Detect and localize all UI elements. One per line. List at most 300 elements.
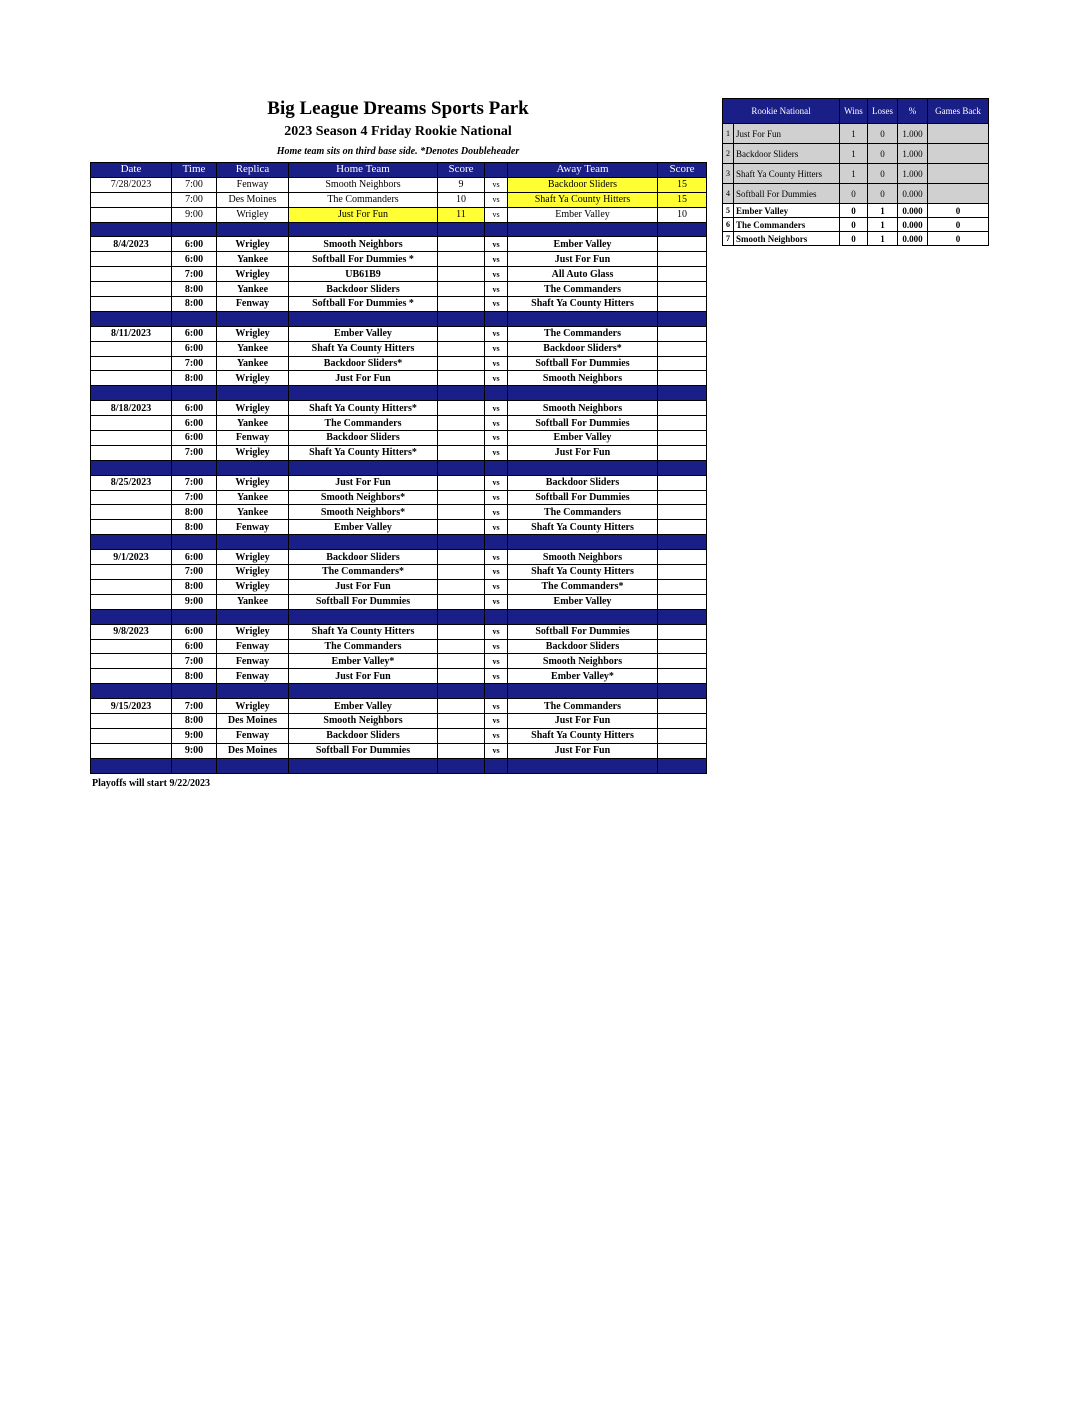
game-field: Fenway: [217, 520, 289, 535]
separator-cell: [217, 758, 289, 773]
game-date: [91, 654, 172, 669]
home-score: 11: [438, 207, 485, 222]
separator-cell: [172, 609, 217, 624]
separator-cell: [438, 535, 485, 550]
separator-cell: [172, 535, 217, 550]
schedule-note: Home team sits on third base side. *Denotes Doubleheader: [276, 146, 520, 157]
home-team: Shaft Ya County Hitters: [289, 624, 438, 639]
separator-cell: [172, 311, 217, 326]
vs-label: vs: [485, 297, 508, 312]
home-score: [438, 416, 485, 431]
vs-label: vs: [485, 475, 508, 490]
home-team: Just For Fun: [289, 475, 438, 490]
col-home-team: Home Team: [289, 163, 438, 178]
home-score: [438, 475, 485, 490]
schedule-header-row: [91, 163, 707, 178]
vs-label: vs: [485, 699, 508, 714]
vs-label: vs: [485, 713, 508, 728]
game-date: [91, 490, 172, 505]
away-score: [658, 639, 707, 654]
away-score: [658, 505, 707, 520]
home-score: [438, 371, 485, 386]
vs-label: vs: [485, 520, 508, 535]
game-date: [91, 192, 172, 207]
away-score: [658, 282, 707, 297]
standings-team: Ember Valley: [734, 204, 840, 218]
game-field: Wrigley: [217, 565, 289, 580]
game-field: Yankee: [217, 416, 289, 431]
home-score: [438, 743, 485, 758]
game-field: Wrigley: [217, 326, 289, 341]
standings-rank: 4: [723, 184, 734, 204]
away-score: [658, 490, 707, 505]
game-date: 8/18/2023: [91, 401, 172, 416]
game-date: [91, 282, 172, 297]
game-time: 7:00: [172, 177, 217, 192]
separator-cell: [289, 460, 438, 475]
game-row: [91, 177, 707, 192]
game-field: Wrigley: [217, 699, 289, 714]
away-team: Shaft Ya County Hitters: [508, 520, 658, 535]
away-team: Softball For Dummies: [508, 490, 658, 505]
away-score: [658, 713, 707, 728]
game-row: [91, 431, 707, 446]
vs-label: vs: [485, 237, 508, 252]
separator-cell: [508, 386, 658, 401]
game-row: [91, 654, 707, 669]
game-row: [91, 416, 707, 431]
away-team: Just For Fun: [508, 743, 658, 758]
away-score: [658, 550, 707, 565]
col-date: Date: [91, 163, 172, 178]
separator-cell: [91, 758, 172, 773]
away-score: [658, 252, 707, 267]
game-time: 8:00: [172, 282, 217, 297]
week-separator: [91, 460, 707, 475]
separator-cell: [289, 684, 438, 699]
game-date: [91, 431, 172, 446]
away-team: Backdoor Sliders: [508, 475, 658, 490]
vs-label: vs: [485, 177, 508, 192]
game-row: [91, 565, 707, 580]
home-team: Ember Valley: [289, 520, 438, 535]
game-time: 6:00: [172, 341, 217, 356]
separator-cell: [508, 609, 658, 624]
standings-header-row: [723, 99, 989, 124]
game-row: [91, 282, 707, 297]
standings-rank: 3: [723, 164, 734, 184]
separator-cell: [485, 460, 508, 475]
home-score: [438, 639, 485, 654]
game-row: [91, 445, 707, 460]
game-date: 8/25/2023: [91, 475, 172, 490]
game-field: Yankee: [217, 252, 289, 267]
game-time: 8:00: [172, 520, 217, 535]
game-time: 6:00: [172, 237, 217, 252]
game-time: 7:00: [172, 565, 217, 580]
separator-cell: [508, 311, 658, 326]
game-time: 7:00: [172, 490, 217, 505]
standings-rank: 6: [723, 218, 734, 232]
standings-games-back: 0: [928, 232, 989, 246]
week-separator: [91, 684, 707, 699]
standings-pct: 0.000: [898, 204, 928, 218]
away-team: Just For Fun: [508, 713, 658, 728]
week-separator: [91, 609, 707, 624]
week-separator: [91, 758, 707, 773]
game-field: Des Moines: [217, 192, 289, 207]
standings-wins: 0: [840, 218, 868, 232]
game-field: Fenway: [217, 728, 289, 743]
away-score: 15: [658, 177, 707, 192]
separator-cell: [289, 758, 438, 773]
away-team: Ember Valley: [508, 237, 658, 252]
vs-label: vs: [485, 401, 508, 416]
away-score: [658, 297, 707, 312]
game-time: 6:00: [172, 624, 217, 639]
separator-cell: [289, 311, 438, 326]
game-row: [91, 356, 707, 371]
home-team: Backdoor Sliders: [289, 431, 438, 446]
standings-games-back: [928, 184, 989, 204]
game-date: [91, 565, 172, 580]
vs-label: vs: [485, 267, 508, 282]
home-score: 9: [438, 177, 485, 192]
home-score: 10: [438, 192, 485, 207]
standings-games-back: 0: [928, 218, 989, 232]
game-date: [91, 579, 172, 594]
home-team: Backdoor Sliders: [289, 550, 438, 565]
game-field: Wrigley: [217, 207, 289, 222]
home-score: [438, 505, 485, 520]
separator-cell: [438, 609, 485, 624]
separator-cell: [91, 222, 172, 237]
home-team: Backdoor Sliders: [289, 282, 438, 297]
home-team: The Commanders: [289, 192, 438, 207]
home-score: [438, 356, 485, 371]
standings-pct: 0.000: [898, 232, 928, 246]
standings-row: [723, 144, 989, 164]
vs-label: vs: [485, 490, 508, 505]
game-row: [91, 371, 707, 386]
standings-wins: 1: [840, 164, 868, 184]
col-replica: Replica: [217, 163, 289, 178]
game-field: Fenway: [217, 177, 289, 192]
game-date: 8/11/2023: [91, 326, 172, 341]
home-score: [438, 297, 485, 312]
separator-cell: [658, 386, 707, 401]
standings-team: Backdoor Sliders: [734, 144, 840, 164]
away-score: [658, 416, 707, 431]
home-score: [438, 341, 485, 356]
schedule-table: [90, 162, 707, 774]
vs-label: vs: [485, 550, 508, 565]
standings-col-loses: Loses: [868, 99, 898, 124]
home-team: Shaft Ya County Hitters*: [289, 445, 438, 460]
game-row: [91, 297, 707, 312]
game-time: 7:00: [172, 445, 217, 460]
home-team: Softball For Dummies *: [289, 252, 438, 267]
home-team: Backdoor Sliders*: [289, 356, 438, 371]
away-score: [658, 624, 707, 639]
game-time: 7:00: [172, 267, 217, 282]
vs-label: vs: [485, 371, 508, 386]
away-team: Just For Fun: [508, 252, 658, 267]
separator-cell: [289, 535, 438, 550]
separator-cell: [217, 535, 289, 550]
game-row: [91, 550, 707, 565]
game-date: 8/4/2023: [91, 237, 172, 252]
away-score: [658, 699, 707, 714]
home-team: Just For Fun: [289, 207, 438, 222]
vs-label: vs: [485, 326, 508, 341]
standings-pct: 1.000: [898, 144, 928, 164]
away-team: The Commanders: [508, 505, 658, 520]
separator-cell: [485, 222, 508, 237]
away-team: Smooth Neighbors: [508, 401, 658, 416]
home-team: Shaft Ya County Hitters: [289, 341, 438, 356]
vs-label: vs: [485, 728, 508, 743]
vs-label: vs: [485, 505, 508, 520]
away-team: Softball For Dummies: [508, 356, 658, 371]
separator-cell: [217, 386, 289, 401]
game-row: [91, 237, 707, 252]
away-team: Smooth Neighbors: [508, 550, 658, 565]
vs-label: vs: [485, 341, 508, 356]
game-row: [91, 401, 707, 416]
away-score: [658, 237, 707, 252]
game-date: [91, 713, 172, 728]
separator-cell: [217, 222, 289, 237]
separator-cell: [438, 460, 485, 475]
separator-cell: [91, 684, 172, 699]
standings-games-back: 0: [928, 204, 989, 218]
away-team: All Auto Glass: [508, 267, 658, 282]
standings-rank: 7: [723, 232, 734, 246]
home-score: [438, 579, 485, 594]
home-score: [438, 565, 485, 580]
game-field: Yankee: [217, 356, 289, 371]
vs-label: vs: [485, 654, 508, 669]
playoffs-note: Playoffs will start 9/22/2023: [92, 778, 211, 789]
home-score: [438, 490, 485, 505]
game-field: Fenway: [217, 297, 289, 312]
page-title: Big League Dreams Sports Park: [267, 98, 529, 119]
game-time: 6:00: [172, 431, 217, 446]
game-row: [91, 520, 707, 535]
game-date: 9/15/2023: [91, 699, 172, 714]
game-row: [91, 192, 707, 207]
standings-rank: 5: [723, 204, 734, 218]
standings-wins: 0: [840, 184, 868, 204]
game-field: Wrigley: [217, 550, 289, 565]
away-team: Smooth Neighbors: [508, 654, 658, 669]
away-score: [658, 445, 707, 460]
separator-cell: [508, 684, 658, 699]
game-field: Wrigley: [217, 237, 289, 252]
standings-col-division: Rookie National: [723, 99, 840, 124]
game-date: [91, 728, 172, 743]
separator-cell: [91, 609, 172, 624]
away-team: Softball For Dummies: [508, 416, 658, 431]
home-team: Smooth Neighbors*: [289, 490, 438, 505]
separator-cell: [485, 609, 508, 624]
away-score: 10: [658, 207, 707, 222]
separator-cell: [438, 758, 485, 773]
game-date: 9/8/2023: [91, 624, 172, 639]
game-row: [91, 728, 707, 743]
separator-cell: [438, 311, 485, 326]
home-score: [438, 713, 485, 728]
away-team: Ember Valley: [508, 594, 658, 609]
away-score: [658, 371, 707, 386]
away-score: [658, 579, 707, 594]
home-team: Smooth Neighbors: [289, 237, 438, 252]
separator-cell: [289, 222, 438, 237]
game-time: 8:00: [172, 713, 217, 728]
separator-cell: [485, 535, 508, 550]
away-team: The Commanders: [508, 282, 658, 297]
separator-cell: [91, 460, 172, 475]
home-score: [438, 401, 485, 416]
standings-games-back: [928, 164, 989, 184]
game-time: 7:00: [172, 475, 217, 490]
separator-cell: [172, 222, 217, 237]
home-score: [438, 669, 485, 684]
game-time: 9:00: [172, 743, 217, 758]
standings-pct: 0.000: [898, 218, 928, 232]
game-date: [91, 594, 172, 609]
away-score: [658, 431, 707, 446]
game-field: Des Moines: [217, 713, 289, 728]
game-field: Fenway: [217, 639, 289, 654]
away-score: [658, 401, 707, 416]
vs-label: vs: [485, 565, 508, 580]
separator-cell: [658, 535, 707, 550]
game-row: [91, 326, 707, 341]
game-time: 8:00: [172, 669, 217, 684]
game-row: [91, 669, 707, 684]
away-score: [658, 728, 707, 743]
away-team: Ember Valley: [508, 431, 658, 446]
separator-cell: [217, 311, 289, 326]
away-team: Backdoor Sliders: [508, 639, 658, 654]
standings-loses: 0: [868, 124, 898, 144]
home-score: [438, 252, 485, 267]
game-field: Fenway: [217, 669, 289, 684]
standings-col-pct: %: [898, 99, 928, 124]
home-team: Ember Valley*: [289, 654, 438, 669]
separator-cell: [289, 386, 438, 401]
home-team: Ember Valley: [289, 326, 438, 341]
separator-cell: [217, 460, 289, 475]
game-time: 8:00: [172, 505, 217, 520]
separator-cell: [485, 386, 508, 401]
separator-cell: [508, 535, 658, 550]
game-field: Wrigley: [217, 445, 289, 460]
game-field: Yankee: [217, 341, 289, 356]
game-date: [91, 356, 172, 371]
week-separator: [91, 222, 707, 237]
away-team: Ember Valley: [508, 207, 658, 222]
home-team: Just For Fun: [289, 669, 438, 684]
game-time: 9:00: [172, 728, 217, 743]
away-team: Shaft Ya County Hitters: [508, 297, 658, 312]
away-score: 15: [658, 192, 707, 207]
home-score: [438, 267, 485, 282]
vs-label: vs: [485, 192, 508, 207]
standings-wins: 0: [840, 232, 868, 246]
game-time: 7:00: [172, 654, 217, 669]
standings-row: [723, 232, 989, 246]
col-time: Time: [172, 163, 217, 178]
home-team: Smooth Neighbors: [289, 177, 438, 192]
separator-cell: [658, 609, 707, 624]
separator-cell: [91, 311, 172, 326]
home-team: UB61B9: [289, 267, 438, 282]
standings-col-games-back: Games Back: [928, 99, 989, 124]
game-time: 7:00: [172, 356, 217, 371]
home-score: [438, 431, 485, 446]
game-time: 6:00: [172, 252, 217, 267]
separator-cell: [172, 460, 217, 475]
game-date: 9/1/2023: [91, 550, 172, 565]
game-row: [91, 713, 707, 728]
standings-team: Softball For Dummies: [734, 184, 840, 204]
game-date: [91, 639, 172, 654]
home-score: [438, 237, 485, 252]
separator-cell: [217, 684, 289, 699]
standings-loses: 1: [868, 232, 898, 246]
game-row: [91, 475, 707, 490]
game-time: 8:00: [172, 297, 217, 312]
away-team: Shaft Ya County Hitters: [508, 728, 658, 743]
game-date: [91, 445, 172, 460]
standings-loses: 0: [868, 184, 898, 204]
home-team: Backdoor Sliders: [289, 728, 438, 743]
away-score: [658, 267, 707, 282]
standings-col-wins: Wins: [840, 99, 868, 124]
vs-label: vs: [485, 669, 508, 684]
standings-row: [723, 218, 989, 232]
vs-label: vs: [485, 431, 508, 446]
standings-row: [723, 204, 989, 218]
standings-table: [722, 98, 989, 246]
game-time: 6:00: [172, 326, 217, 341]
game-row: [91, 252, 707, 267]
game-date: [91, 520, 172, 535]
vs-label: vs: [485, 594, 508, 609]
standings-body: [723, 124, 989, 246]
standings-pct: 0.000: [898, 184, 928, 204]
page-subtitle: 2023 Season 4 Friday Rookie National: [284, 124, 512, 139]
standings-row: [723, 164, 989, 184]
game-date: [91, 297, 172, 312]
game-row: [91, 505, 707, 520]
separator-cell: [508, 222, 658, 237]
home-score: [438, 594, 485, 609]
vs-label: vs: [485, 356, 508, 371]
week-separator: [91, 311, 707, 326]
game-field: Wrigley: [217, 267, 289, 282]
col-home-score: Score: [438, 163, 485, 178]
separator-cell: [658, 460, 707, 475]
vs-label: vs: [485, 207, 508, 222]
separator-cell: [508, 758, 658, 773]
separator-cell: [485, 311, 508, 326]
home-team: Just For Fun: [289, 371, 438, 386]
home-score: [438, 728, 485, 743]
